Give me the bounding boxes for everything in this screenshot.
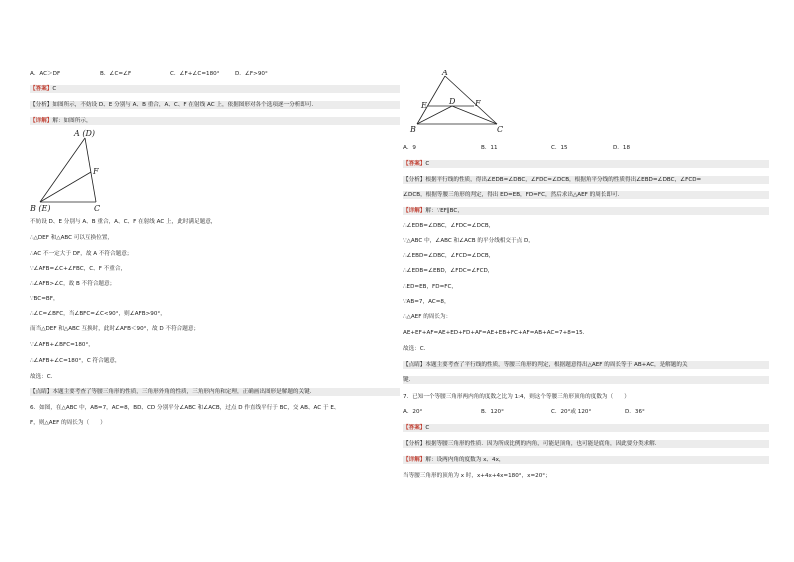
q6-comment-2: 键． — [403, 376, 769, 384]
q7-detail-tag: 【详解】 — [403, 457, 426, 463]
q6-detail-row — [403, 207, 769, 215]
detail-line-1: 不妨设 D、E 分别与 A、B 重合，A、C、F 在射线 AC 上，此时满足题意， — [30, 219, 217, 225]
option-a: A．AC＞DF — [30, 71, 61, 77]
label-c: C — [94, 204, 101, 212]
edge-ab — [40, 138, 85, 202]
q6-answer-tag: 【答案】 — [403, 161, 426, 167]
q7-last-line: 当等腰三角形的顶角为 x 时，x+4x+4x=180°，x=20°； — [403, 473, 551, 479]
q7-option-d: D．36° — [625, 409, 645, 415]
q7-option-c: C．20°或 120° — [551, 409, 592, 415]
q7-answer-tag: 【答案】 — [403, 425, 426, 431]
detail-line-6: ∵BC=BF， — [30, 296, 59, 302]
label-f: F — [93, 167, 99, 176]
q6-option-a: A．9 — [403, 145, 416, 151]
detail-line-5: ∴∠AFB>∠C，故 B 不符合题意； — [30, 281, 116, 287]
detail-line-7: ∴∠C=∠BFC，当∠BFC=∠C<90°，则∠AFB>90°， — [30, 311, 166, 317]
label-f-r: F — [475, 99, 481, 108]
q6-conclusion: 故选：C． — [403, 346, 430, 352]
q6-line-3: ∴∠EBD=∠DBC，∠FCD=∠DCB， — [403, 253, 495, 259]
label-b-r: B — [410, 125, 416, 134]
q6-comment-1: 【点睛】本题主要考查了平行线的性质，等腰三角形的判定，根据题意得出△AEF 的周长等于 AB+AC，是解题的关 — [403, 361, 769, 369]
comment-line: 【点睛】本题主要考查了等腰三角形的性质，三角形外角的性质，三角形内角和定理，正确画出图形是解题的关键． — [30, 388, 400, 396]
q6-line-5: ∴ED=EB，FD=FC， — [403, 284, 457, 290]
q7-answer-value: C — [425, 425, 430, 431]
q7-answer-row — [403, 424, 769, 432]
question-6-line-1: 6．如图，在△ABC 中，AB=7，AC=8，BD、CD 分别平分∠ABC 和∠ACB，过点 D 作直线平行于 BC，交 AB、AC 于 E、 — [30, 405, 340, 411]
q6-answer-value: C — [425, 161, 430, 167]
q6-line-7: ∴△AEF 的周长为： — [403, 314, 452, 320]
detail-line-2: ∴△DEF 和△ABC 可以互换位置， — [30, 235, 113, 241]
q6-answer-row — [403, 160, 769, 168]
q6-option-b: B．11 — [481, 145, 498, 151]
detail-intro: 解：如图所示， — [52, 118, 92, 124]
triangle-figure-right — [405, 70, 505, 136]
option-c: C．∠F+∠C=180° — [170, 71, 220, 77]
q7-detail-row — [403, 456, 769, 464]
q6-detail-tag: 【详解】 — [403, 208, 426, 214]
q7-option-b: B．120° — [481, 409, 504, 415]
q6-detail-intro: 解：∵EF∥BC， — [425, 208, 463, 214]
analysis-text: 【分析】如图所示，不妨设 D、E 分别与 A、B 重合，A、C、F 在射线 AC 上，依据图形对各个选项逐一分析即可． — [30, 101, 400, 109]
q6-analysis-1: 【分析】根据平行线的性质，得出∠EDB=∠DBC，∠FDC=∠DCB，根据角平分线的性质得出∠EBD=∠DBC，∠FCD= — [403, 176, 769, 184]
detail-row — [30, 117, 400, 125]
option-d: D．∠F>90° — [235, 71, 268, 77]
detail-line-3: ∴AC 不一定大于 DF，故 A 不符合题意； — [30, 251, 133, 257]
detail-line-9: ∵∠AFB+∠BFC=180°， — [30, 342, 94, 348]
answer-tag: 【答案】 — [30, 86, 53, 92]
q6-line-6: ∵AB=7，AC=8， — [403, 299, 450, 305]
q6-option-d: D．18 — [613, 145, 631, 151]
q6-line-2: ∵△ABC 中，∠ABC 和∠ACB 的平分线相交于点 D， — [403, 238, 534, 244]
q7-detail-intro: 解：设两内角的度数为 x、4x， — [425, 457, 505, 463]
q6-line-1: ∴∠EDB=∠DBC，∠FDC=∠DCB， — [403, 223, 495, 229]
label-a-r: A — [442, 70, 448, 77]
answer-row — [30, 85, 400, 93]
question-6-line-2: F，则△AEF 的周长为（ ） — [30, 420, 106, 426]
label-b: B (E) — [30, 204, 51, 212]
detail-line-8: 而当△DEF 和△ABC 互换时，此时∠AFB＜90°，故 D 不符合题意； — [30, 326, 200, 332]
detail-line-10: ∴∠AFB+∠C=180°，C 符合题意， — [30, 358, 121, 364]
answer-value: C — [52, 86, 57, 92]
q6-line-4: ∴∠EDB=∠EBD，∠FDC=∠FCD， — [403, 268, 494, 274]
q6-option-c: C．15 — [551, 145, 568, 151]
label-c-r: C — [497, 125, 504, 134]
q7-analysis: 【分析】根据等腰三角形的性质．因为所成比例的内角，可能是顶角，也可能是底角，因此要分类求解． — [403, 440, 769, 448]
conclusion-line: 故选：C． — [30, 374, 57, 380]
detail-line-4: ∵∠AFB=∠C+∠FBC，C、F 不重合， — [30, 266, 127, 272]
label-e-r: E — [421, 101, 427, 110]
q6-analysis-2: ∠DCB，根据等腰三角形的判定，得出 ED=EB，FD=FC，然后求出△AEF 的周长即可． — [403, 191, 769, 199]
detail-tag: 【详解】 — [30, 118, 53, 124]
q6-line-8: AE+EF+AF=AE+ED+FD+AF=AE+EB+FC+AF=AB+AC=7+8=15． — [403, 330, 589, 336]
edge-bf — [40, 172, 91, 202]
edge-cd — [452, 106, 497, 124]
label-d-r: D — [449, 97, 456, 106]
option-b: B．∠C=∠F — [100, 71, 132, 77]
triangle-figure-left — [30, 126, 140, 212]
question-7: 7．已知一个等腰三角形两内角的度数之比为 1:4，则这个等腰三角形顶角的度数为（ ） — [403, 394, 630, 400]
q7-option-a: A．20° — [403, 409, 423, 415]
label-a: A (D) — [74, 129, 95, 138]
